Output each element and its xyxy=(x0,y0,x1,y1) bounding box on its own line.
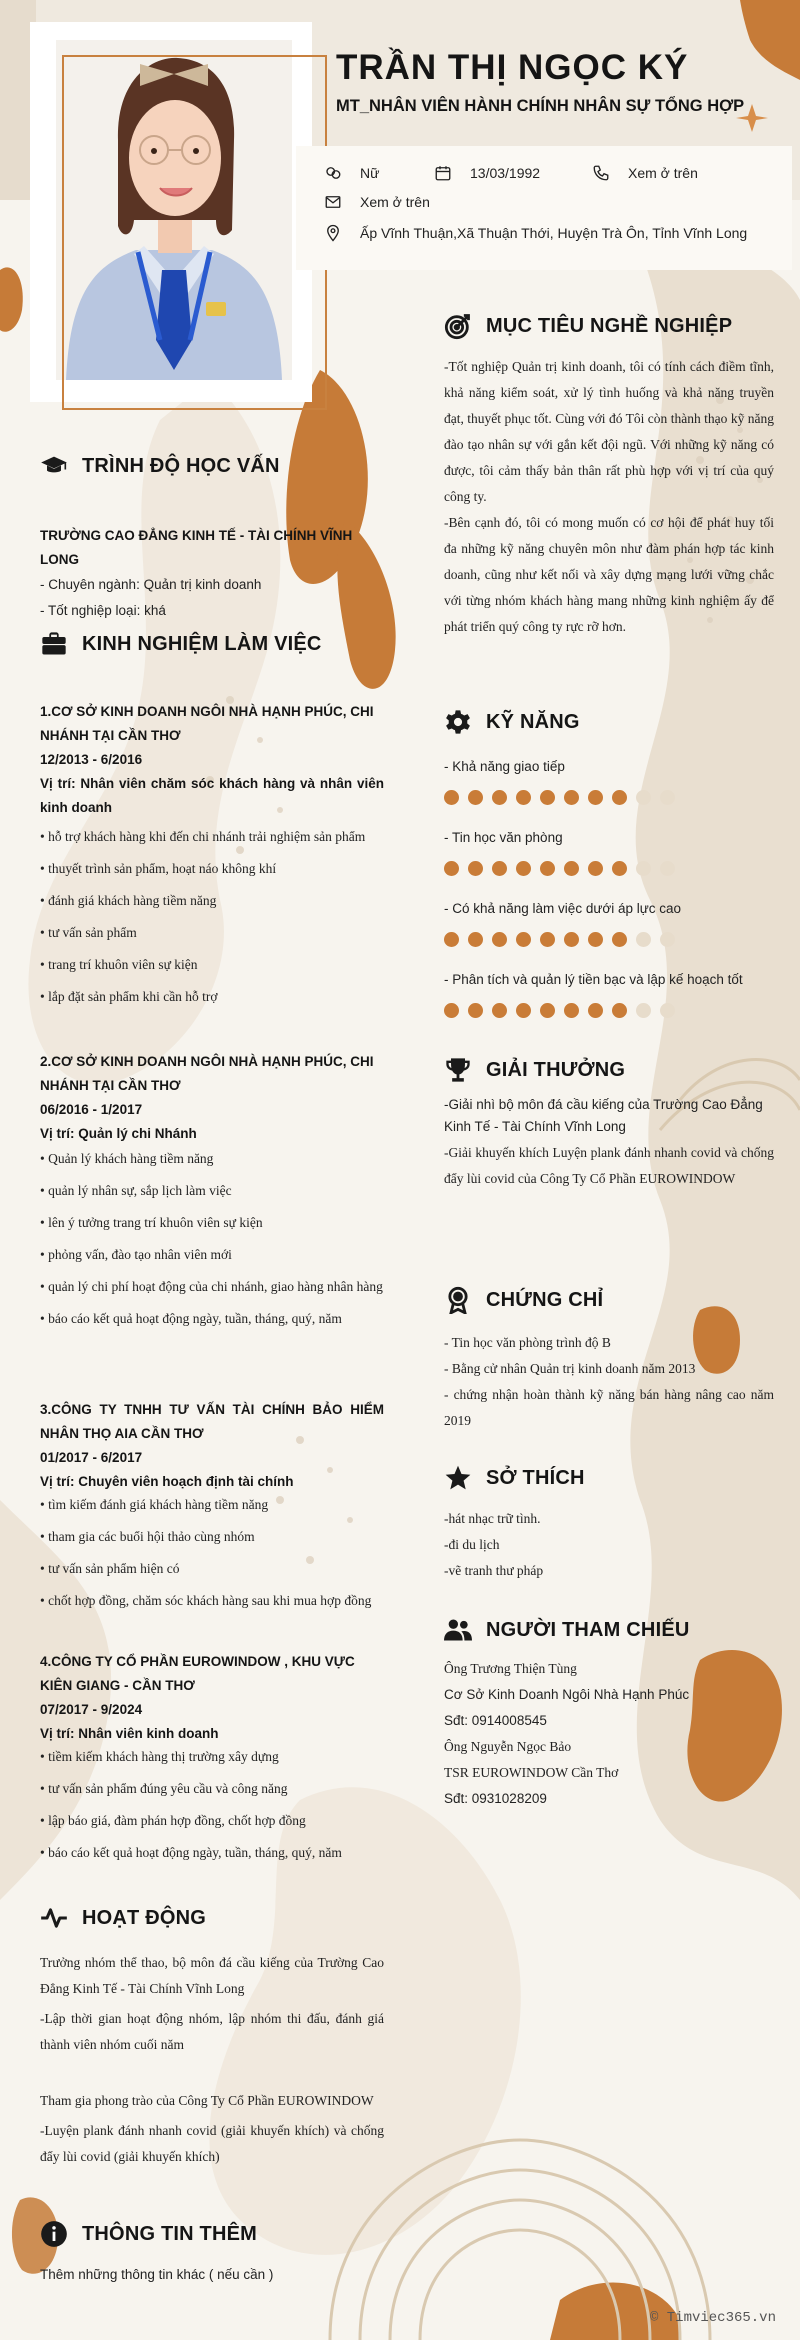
skill-dot-filled xyxy=(516,1003,531,1018)
skill-dot-filled xyxy=(588,790,603,805)
hobbies-heading: SỞ THÍCH xyxy=(444,1464,774,1492)
education-grade: - Tốt nghiệp loại: khá xyxy=(40,603,166,618)
job-entry xyxy=(40,1050,384,1340)
skill-dot-filled xyxy=(468,861,483,876)
skill-dot-filled xyxy=(540,861,555,876)
skill-dot-filled xyxy=(612,932,627,947)
job-position: Vị trí: Nhân viên chăm sóc khách hàng và nhân viên kinh doanh xyxy=(40,776,384,815)
skills-section xyxy=(444,708,774,1018)
activities-section xyxy=(40,1904,384,2170)
job-position: Vị trí: Nhân viên kinh doanh xyxy=(40,1726,219,1741)
job-period: 07/2017 - 9/2024 xyxy=(40,1702,143,1717)
job-task: • tiềm kiếm khách hàng thị trường xây dựng xyxy=(40,1749,279,1764)
job-task: • Quản lý khách hàng tiềm năng xyxy=(40,1151,214,1166)
skill-dot-empty xyxy=(636,861,651,876)
job-title: MT_NHÂN VIÊN HÀNH CHÍNH NHÂN SỰ TỔNG HỢP xyxy=(336,97,745,115)
reference-line: Ông Nguyễn Ngọc Bảo xyxy=(444,1739,572,1754)
extra-info-text: Thêm những thông tin khác ( nếu cần ) xyxy=(40,2267,274,2282)
education-section xyxy=(40,452,384,624)
contact-address xyxy=(324,224,747,242)
info-icon xyxy=(40,2220,68,2248)
certificate-item: - Tin học văn phòng trình độ B xyxy=(444,1335,611,1350)
skill-dot-filled xyxy=(468,932,483,947)
skill-rating xyxy=(444,932,774,947)
reference-line: Ông Trương Thiện Tùng xyxy=(444,1661,577,1676)
job-task: • lắp đặt sản phẩm khi cần hỗ trợ xyxy=(40,989,218,1004)
skill-dot-filled xyxy=(516,861,531,876)
job-task: • tham gia các buổi hội thảo cùng nhóm xyxy=(40,1529,255,1544)
contact-phone-value[interactable]: Xem ở trên xyxy=(628,165,698,181)
skills-heading: KỸ NĂNG xyxy=(444,708,774,736)
job-position: Vị trí: Chuyên viên hoạch định tài chính xyxy=(40,1474,294,1489)
medal-icon xyxy=(444,1286,472,1314)
job-entry xyxy=(40,700,384,1018)
gear-icon xyxy=(444,708,472,736)
skill-item xyxy=(444,754,774,805)
skill-dot-filled xyxy=(612,790,627,805)
skill-dot-filled xyxy=(588,932,603,947)
skill-rating xyxy=(444,1003,774,1018)
pulse-icon xyxy=(40,1904,68,1932)
objective-heading: MỤC TIÊU NGHỀ NGHIỆP xyxy=(444,312,774,340)
job-task: • chốt hợp đồng, chăm sóc khách hàng sau khi mua hợp đồng xyxy=(40,1593,372,1608)
photo-accent-border xyxy=(62,55,327,410)
skill-name: - Phân tích và quản lý tiền bạc và lập kế hoạch tốt xyxy=(444,972,743,987)
job-task: • tư vấn sản phẩm hiện có xyxy=(40,1561,180,1576)
award-item: -Giải khuyến khích Luyện plank đánh nhanh covid và chống đẩy lùi covid của Công Ty Cổ Phần EUROWINDOW xyxy=(444,1145,774,1186)
skill-dot-filled xyxy=(588,1003,603,1018)
job-task: • phỏng vấn, đào tạo nhân viên mới xyxy=(40,1247,232,1262)
hobby-item: -vẽ tranh thư pháp xyxy=(444,1563,544,1578)
graduation-cap-icon xyxy=(40,452,68,480)
job-task: • lập báo giá, đàm phán hợp đồng, chốt hợp đồng xyxy=(40,1813,306,1828)
skill-dot-filled xyxy=(492,790,507,805)
objective-paragraph: -Bên cạnh đó, tôi có mong muốn có cơ hội để phát huy tối đa những kỹ năng chuyên môn như đàm phán hợp tác kinh doanh, cũng như kết nối và xây dựng mạng lưới vững chắc với từng nhóm khách hàng mang những kinh nghiệm ấy để phát triển quý công ty rực rỡ hơn. xyxy=(444,515,774,634)
skill-dot-filled xyxy=(540,790,555,805)
education-major: - Chuyên ngành: Quản trị kinh doanh xyxy=(40,577,262,592)
contact-gender-value: Nữ xyxy=(360,165,380,181)
job-task: • thuyết trình sản phẩm, hoạt náo không khí xyxy=(40,861,277,876)
awards-section xyxy=(444,1056,774,1192)
extra-info-section xyxy=(40,2220,384,2288)
skill-dot-filled xyxy=(444,861,459,876)
contact-email xyxy=(324,193,430,211)
skill-dot-filled xyxy=(468,790,483,805)
job-task: • trang trí khuôn viên sự kiện xyxy=(40,957,198,972)
skill-dot-filled xyxy=(612,1003,627,1018)
skill-dot-filled xyxy=(540,1003,555,1018)
activity-item: Trưởng nhóm thể thao, bộ môn đá cầu kiếng của Trường Cao Đẳng Kinh Tế - Tài Chính Vĩnh Long xyxy=(40,1955,384,1996)
skill-dot-empty xyxy=(660,861,675,876)
skill-dot-filled xyxy=(588,861,603,876)
skill-dot-filled xyxy=(444,932,459,947)
skill-dot-empty xyxy=(660,1003,675,1018)
awards-heading: GIẢI THƯỞNG xyxy=(444,1056,774,1084)
skill-dot-filled xyxy=(492,861,507,876)
job-entry xyxy=(40,1650,384,1874)
education-school: TRƯỜNG CAO ĐẲNG KINH TẾ - TÀI CHÍNH VĨNH LONG xyxy=(40,528,353,567)
job-period: 12/2013 - 6/2016 xyxy=(40,752,143,767)
skill-dot-filled xyxy=(492,1003,507,1018)
job-position: Vị trí: Quản lý chi Nhánh xyxy=(40,1126,197,1141)
calendar-icon xyxy=(434,164,452,182)
job-company: 2.CƠ SỞ KINH DOANH NGÔI NHÀ HẠNH PHÚC, CHI NHÁNH TẠI CẦN THƠ xyxy=(40,1054,374,1093)
skill-dot-empty xyxy=(660,932,675,947)
skill-dot-empty xyxy=(636,1003,651,1018)
users-icon xyxy=(444,1616,472,1644)
skill-dot-filled xyxy=(540,932,555,947)
location-pin-icon xyxy=(324,224,342,242)
skill-dot-filled xyxy=(564,932,579,947)
skill-dot-empty xyxy=(660,790,675,805)
skill-dot-empty xyxy=(636,790,651,805)
skill-dot-filled xyxy=(516,790,531,805)
certificate-item: - Bằng cử nhân Quản trị kinh doanh năm 2013 xyxy=(444,1361,696,1376)
skill-dot-filled xyxy=(444,1003,459,1018)
certificates-section xyxy=(444,1286,774,1434)
skill-dot-filled xyxy=(516,932,531,947)
objective-paragraph: -Tốt nghiệp Quản trị kinh doanh, tôi có tính cách điềm tĩnh, khả năng kiểm soát, xử lý tình huống và khả năng truyền đạt, thuyết phục tốt. Cùng với đó Tôi còn thành thạo kỹ năng đào tạo nhân sự với gắn kết đội ngũ. Với những kỹ năng có được, tôi cảm thấy bản thân rất phù hợp với vị trí của quý công ty. xyxy=(444,359,774,504)
contact-dob xyxy=(434,164,540,182)
references-section xyxy=(444,1616,774,1812)
hobbies-section xyxy=(444,1464,774,1584)
contact-email-value[interactable]: Xem ở trên xyxy=(360,194,430,210)
contact-phone xyxy=(592,164,698,182)
job-entry xyxy=(40,1398,384,1622)
candidate-name: TRẦN THỊ NGỌC KÝ xyxy=(336,48,689,87)
gender-icon xyxy=(324,164,342,182)
activities-heading: HOẠT ĐỘNG xyxy=(40,1904,384,1932)
activity-item: -Lập thời gian hoạt động nhóm, lập nhóm thi đấu, đánh giá thành viên nhóm cuối năm xyxy=(40,2011,384,2052)
phone-icon xyxy=(592,164,610,182)
contact-gender xyxy=(324,164,379,182)
certificates-heading: CHỨNG CHỈ xyxy=(444,1286,774,1314)
skill-rating xyxy=(444,861,774,876)
skill-rating xyxy=(444,790,774,805)
reference-line: Sđt: 0931028209 xyxy=(444,1791,547,1806)
skill-dot-filled xyxy=(564,790,579,805)
skill-dot-filled xyxy=(492,932,507,947)
job-task: • đánh giá khách hàng tiềm năng xyxy=(40,893,217,908)
skill-dot-filled xyxy=(564,861,579,876)
skill-dot-filled xyxy=(444,790,459,805)
job-company: 4.CÔNG TY CỔ PHẦN EUROWINDOW , KHU VỰC KIÊN GIANG - CẦN THƠ xyxy=(40,1654,355,1693)
reference-line: Cơ Sở Kinh Doanh Ngôi Nhà Hạnh Phúc xyxy=(444,1687,690,1702)
skill-dot-filled xyxy=(612,861,627,876)
watermark: © Timviec365.vn xyxy=(649,2310,776,2326)
skill-dot-empty xyxy=(636,932,651,947)
education-heading: TRÌNH ĐỘ HỌC VẤN xyxy=(40,452,384,480)
job-task: • lên ý tưởng trang trí khuôn viên sự kiện xyxy=(40,1215,263,1230)
target-icon xyxy=(444,312,472,340)
reference-line: Sđt: 0914008545 xyxy=(444,1713,547,1728)
skill-item xyxy=(444,825,774,876)
skill-name: - Tin học văn phòng xyxy=(444,830,563,845)
job-task: • tìm kiếm đánh giá khách hàng tiềm năng xyxy=(40,1497,269,1512)
extra-info-heading: THÔNG TIN THÊM xyxy=(40,2220,384,2248)
contact-dob-value: 13/03/1992 xyxy=(470,165,541,181)
experience-heading: KINH NGHIỆM LÀM VIỆC xyxy=(40,630,384,658)
objective-section xyxy=(444,312,774,640)
job-task: • báo cáo kết quả hoạt động ngày, tuần, tháng, quý, năm xyxy=(40,1311,342,1326)
job-task: • quản lý nhân sự, sắp lịch làm việc xyxy=(40,1183,232,1198)
activity-item: -Luyện plank đánh nhanh covid (giải khuyến khích) và chống đẩy lùi covid (giải khuyến khích) xyxy=(40,2123,384,2164)
job-task: • quản lý chi phí hoạt động của chi nhánh, giao hàng nhân hàng xyxy=(40,1279,383,1294)
skill-item xyxy=(444,896,774,947)
activity-item: Tham gia phong trào của Công Ty Cổ Phần EUROWINDOW xyxy=(40,2093,374,2108)
briefcase-icon xyxy=(40,630,68,658)
job-task: • tư vấn sản phẩm đúng yêu cầu và công năng xyxy=(40,1781,288,1796)
experience-section xyxy=(40,630,384,658)
job-task: • tư vấn sản phẩm xyxy=(40,925,137,940)
envelope-icon xyxy=(324,193,342,211)
job-period: 06/2016 - 1/2017 xyxy=(40,1102,143,1117)
skill-item xyxy=(444,967,774,1018)
job-period: 01/2017 - 6/2017 xyxy=(40,1450,143,1465)
certificate-item: - chứng nhận hoàn thành kỹ năng bán hàng nâng cao năm 2019 xyxy=(444,1387,774,1428)
reference-line: TSR EUROWINDOW Cần Thơ xyxy=(444,1765,619,1780)
job-task: • hỗ trợ khách hàng khi đến chi nhánh trải nghiệm sản phẩm xyxy=(40,829,366,844)
references-heading: NGƯỜI THAM CHIẾU xyxy=(444,1616,774,1644)
hobby-item: -hát nhạc trữ tình. xyxy=(444,1511,541,1526)
skills-list xyxy=(444,754,774,1018)
award-item: -Giải nhì bộ môn đá cầu kiếng của Trường Cao Đẳng Kinh Tế - Tài Chính Vĩnh Long xyxy=(444,1097,763,1134)
job-company: 3.CÔNG TY TNHH TƯ VẤN TÀI CHÍNH BẢO HIỂM NHÂN THỌ AIA CẦN THƠ xyxy=(40,1402,384,1441)
trophy-icon xyxy=(444,1056,472,1084)
star-icon xyxy=(444,1464,472,1492)
skill-dot-filled xyxy=(564,1003,579,1018)
job-task: • báo cáo kết quả hoạt động ngày, tuần, tháng, quý, năm xyxy=(40,1845,342,1860)
contact-address-value: Ấp Vĩnh Thuận,Xã Thuận Thới, Huyện Trà Ôn, Tỉnh Vĩnh Long xyxy=(360,225,748,241)
skill-name: - Có khả năng làm việc dưới áp lực cao xyxy=(444,901,682,916)
hobby-item: -đi du lịch xyxy=(444,1537,500,1552)
skill-dot-filled xyxy=(468,1003,483,1018)
skill-name: - Khả năng giao tiếp xyxy=(444,759,565,774)
job-company: 1.CƠ SỞ KINH DOANH NGÔI NHÀ HẠNH PHÚC, CHI NHÁNH TẠI CẦN THƠ xyxy=(40,704,374,743)
